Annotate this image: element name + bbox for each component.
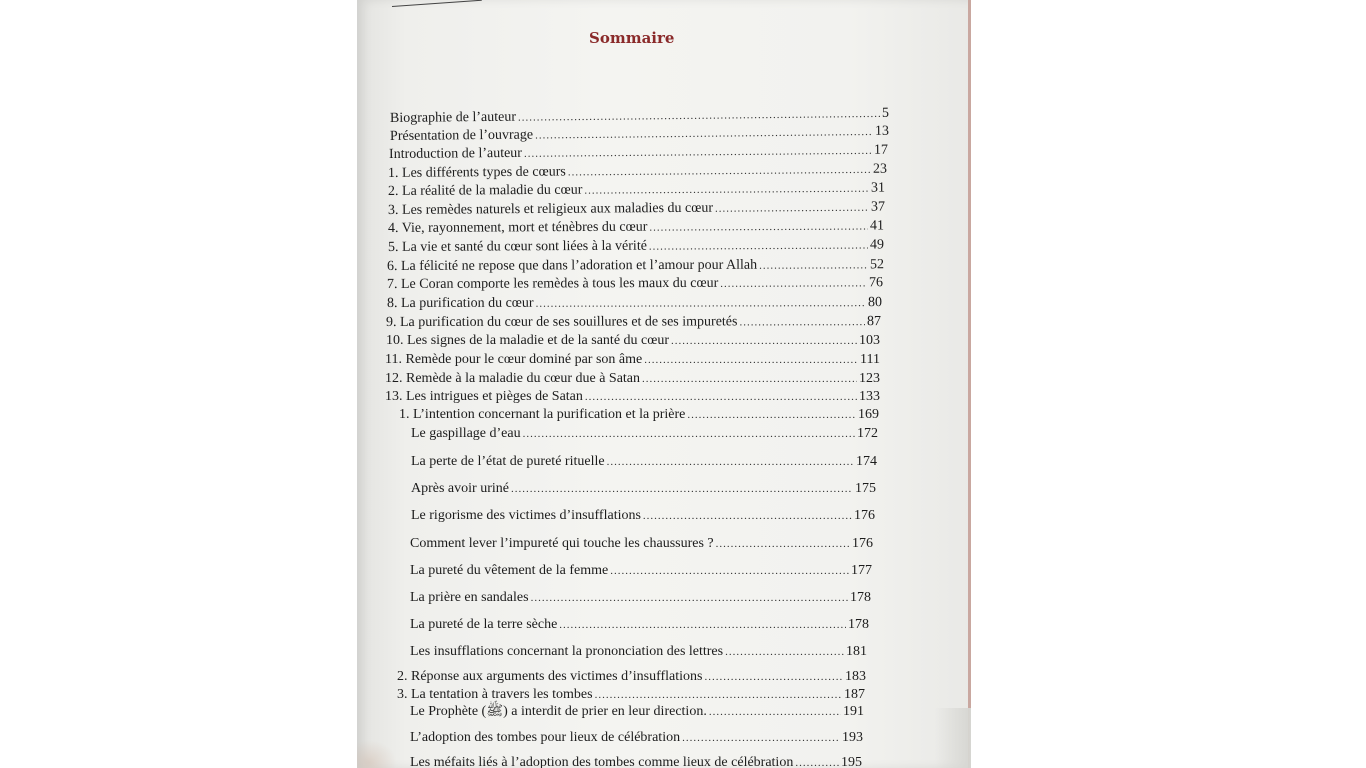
dot-leader <box>568 161 871 182</box>
toc-entry-label: 1. L’intention concernant la purification et la prière <box>399 407 686 422</box>
dot-leader <box>531 589 848 607</box>
toc-entry-page: 133 <box>859 389 880 404</box>
toc-entry <box>410 643 867 661</box>
dot-leader <box>584 180 869 200</box>
dot-leader <box>739 313 865 331</box>
dot-leader <box>536 294 866 313</box>
toc-entry <box>399 406 879 424</box>
toc-entry-page: 13 <box>874 123 890 139</box>
toc-entry-label: 6. La félicité ne repose que dans l’adoration et l’amour pour Allah <box>386 257 758 274</box>
toc-entry <box>410 616 869 634</box>
toc-entry-label: Introduction de l’auteur <box>388 145 523 162</box>
toc-entry-label: La pureté de la terre sèche <box>410 617 558 632</box>
dot-leader <box>511 480 853 498</box>
toc-entry <box>385 388 880 406</box>
toc-entry-page: 172 <box>857 426 878 441</box>
toc-entry-label: Présentation de l’ouvrage <box>389 127 534 144</box>
toc-entry-page: 193 <box>842 730 863 745</box>
toc-entry-page: 49 <box>869 237 885 253</box>
dot-leader <box>705 668 844 686</box>
toc-entry <box>397 668 866 686</box>
toc-entry <box>388 236 884 257</box>
toc-entry-label: 10. Les signes de la maladie et de la santé du cœur <box>386 333 670 348</box>
toc-entry-page: 41 <box>869 218 885 234</box>
toc-entry <box>410 729 863 747</box>
toc-entry-page: 187 <box>844 687 865 702</box>
toc-entry-page: 23 <box>872 161 888 177</box>
dot-leader <box>610 562 849 580</box>
dot-leader <box>682 729 840 747</box>
dot-leader <box>649 217 868 236</box>
toc-entry-page: 76 <box>868 275 884 291</box>
toc-entry <box>410 589 871 607</box>
toc-entry-label: 1. Les différents types de cœurs <box>387 164 566 181</box>
dot-leader <box>585 388 857 406</box>
toc-entry-page: 103 <box>859 333 880 348</box>
dot-leader <box>687 406 856 424</box>
dot-leader <box>725 643 844 661</box>
toc-entry-page: 111 <box>860 352 880 367</box>
toc-entry <box>388 217 884 238</box>
toc-entry-label: Les méfaits liés à l’adoption des tombes comme lieux de célébration <box>410 755 794 768</box>
toc-entry-label: 3. La tentation à travers les tombes <box>397 687 593 702</box>
toc-entry-page: 183 <box>845 669 866 684</box>
toc-entry-label: 5. La vie et santé du cœur sont liées à la vérité <box>387 238 647 255</box>
toc-entry-page: 80 <box>867 295 883 311</box>
toc-entry <box>386 313 881 332</box>
toc-entry-page: 52 <box>869 257 885 273</box>
toc-entry <box>387 256 884 276</box>
toc-entry <box>385 370 880 388</box>
toc-entry-label: 9. La purification du cœur de ses souillures et de ses impuretés <box>385 314 738 330</box>
dot-leader <box>671 332 857 350</box>
toc-entry-page: 176 <box>854 508 875 523</box>
toc-entry-page: 191 <box>843 704 864 719</box>
dot-leader <box>595 686 842 704</box>
toc-entry <box>410 703 864 721</box>
dot-leader <box>759 256 868 274</box>
toc-entry-label: La pureté du vêtement de la femme <box>410 563 609 578</box>
toc-entry-page: 175 <box>855 481 876 496</box>
toc-entry <box>410 562 872 580</box>
toc-entry <box>411 425 878 443</box>
toc-entry-label: 7. Le Coran comporte les remèdes à tous les maux du cœur <box>386 275 719 292</box>
toc-entry-label: 13. Les intrigues et pièges de Satan <box>385 389 583 404</box>
dot-leader <box>649 236 868 255</box>
toc-entry-page: 181 <box>846 644 867 659</box>
toc-entry-label: 2. Réponse aux arguments des victimes d’insufflations <box>397 669 703 684</box>
toc-entry-page: 174 <box>856 454 877 469</box>
toc-entry <box>388 199 885 220</box>
toc-entry <box>387 294 882 313</box>
toc-entry-page: 5 <box>881 105 890 121</box>
toc-entry-label: Les insufflations concernant la prononciation des lettres <box>410 644 724 659</box>
dot-leader <box>715 199 869 218</box>
toc-entry-label: 2. La réalité de la maladie du cœur <box>387 182 583 199</box>
toc-entry-page: 178 <box>850 590 871 605</box>
toc-entry <box>385 351 880 369</box>
toc-entry-page: 123 <box>859 371 880 386</box>
dot-leader <box>523 425 855 443</box>
toc-entry <box>411 480 876 498</box>
toc-entry-label: L’adoption des tombes pour lieux de célébration <box>410 730 681 745</box>
dot-leader <box>644 351 858 369</box>
toc-entry <box>411 507 875 525</box>
toc-entry-page: 195 <box>841 755 862 768</box>
toc-entry-page: 31 <box>870 180 886 196</box>
toc-entry-page: 176 <box>852 536 873 551</box>
toc-entry <box>397 686 865 704</box>
page-title: Sommaire <box>589 29 675 47</box>
toc-entry-label: Le Prophète (ﷺ) a interdit de prier en leur direction. <box>410 704 707 719</box>
dot-leader <box>720 274 867 293</box>
dot-leader <box>642 370 857 388</box>
toc-entry <box>386 332 880 350</box>
toc-entry-page: 87 <box>866 314 882 330</box>
toc-entry-label: Comment lever l’impureté qui touche les chaussures ? <box>410 536 714 551</box>
dot-leader <box>559 616 846 634</box>
toc-entry <box>410 754 862 768</box>
toc-entry <box>410 535 873 553</box>
dot-leader <box>524 142 872 163</box>
toc-entry-label: La perte de l’état de pureté rituelle <box>411 454 605 469</box>
toc-entry-label: Le rigorisme des victimes d’insufflations <box>411 508 641 523</box>
toc-entry-label: 8. La purification du cœur <box>386 295 534 311</box>
toc-entry-page: 37 <box>870 199 886 215</box>
toc-entry <box>411 453 877 471</box>
dot-leader <box>795 754 839 768</box>
toc-entry-label: Biographie de l’auteur <box>389 109 517 126</box>
toc-entry-label: La prière en sandales <box>410 590 529 605</box>
toc-entry <box>387 274 883 294</box>
toc-entry-label: Après avoir uriné <box>411 481 509 496</box>
toc-entry-label: 3. Les remèdes naturels et religieux aux maladies du cœur <box>387 200 714 218</box>
toc-entry-label: 12. Remède à la maladie du cœur due à Satan <box>385 371 641 386</box>
toc-entry-label: 4. Vie, rayonnement, mort et ténèbres du cœur <box>387 219 648 236</box>
dot-leader <box>643 507 852 525</box>
toc-entry-label: Le gaspillage d’eau <box>411 426 521 441</box>
toc-entry <box>388 180 885 201</box>
toc-entry-page: 17 <box>873 142 889 158</box>
toc-entry-page: 169 <box>858 407 879 422</box>
toc-entry-page: 178 <box>848 617 869 632</box>
toc-entry-label: 11. Remède pour le cœur dominé par son âme <box>385 352 643 367</box>
dot-leader <box>709 703 841 721</box>
dot-leader <box>716 535 850 553</box>
dot-leader <box>607 453 854 471</box>
finger-shadow <box>357 740 397 768</box>
toc-entry-page: 177 <box>851 563 872 578</box>
